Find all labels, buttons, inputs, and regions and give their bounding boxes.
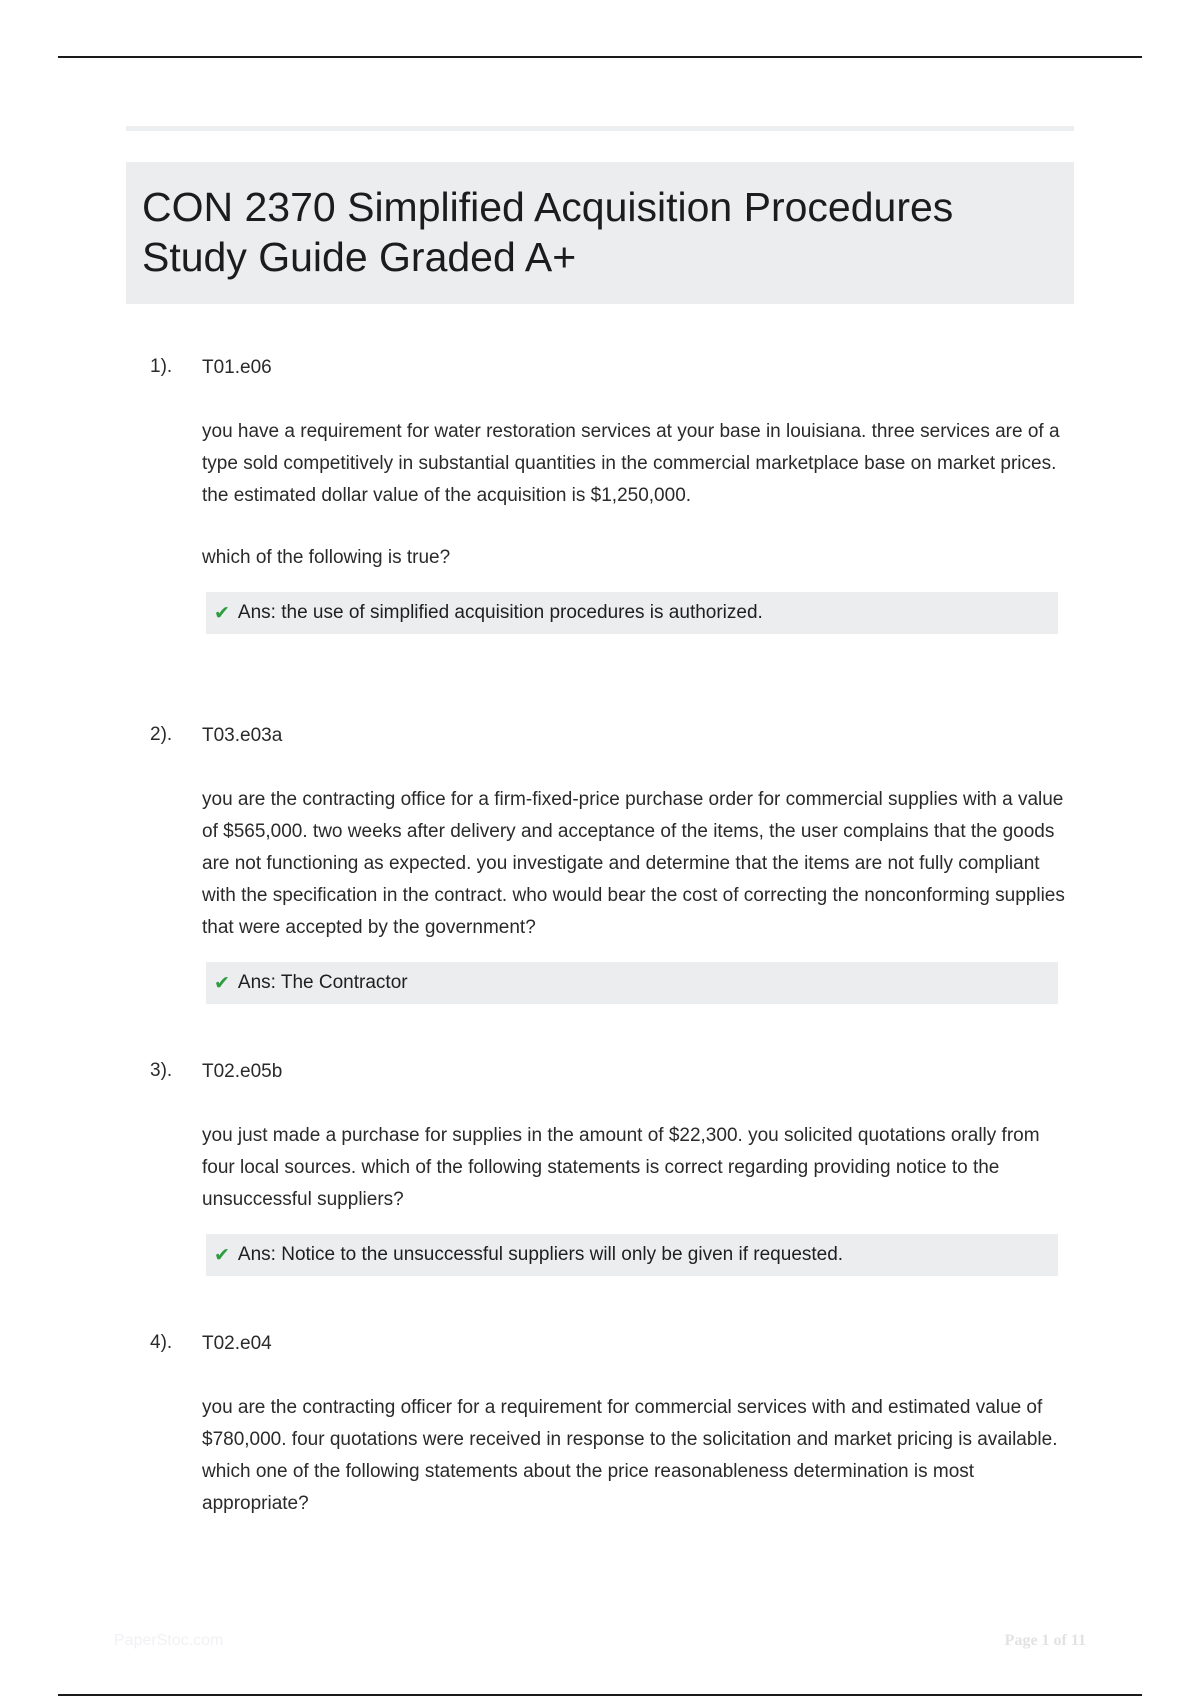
header-divider [126,126,1074,131]
question-paragraph: you are the contracting officer for a requirement for commercial services with and estimated value of $780,000. four quotations were received in response to the solicitation and market pricing is available. which one of the following statements about the price reasonableness determination is most appropriate? [202,1397,1058,1514]
question-text [202,1120,1072,1216]
bottom-rule [58,1694,1142,1696]
question-text [202,1392,1072,1520]
question-number: 1). [150,356,173,377]
question-3 [126,1060,1074,1276]
question-text [202,784,1072,944]
question-number: 3). [150,1060,173,1081]
top-rule [58,56,1142,58]
question-code: T02.e04 [202,1333,272,1354]
question-paragraph: you have a requirement for water restoration services at your base in louisiana. three services are of a type sold competitively in substantial quantities in the commercial marketplace base on market prices. the estimated dollar value of the acquisition is $1,250,000. [202,421,1060,506]
question-code: T03.e03a [202,725,283,746]
page-number: Page 1 of 11 [1004,1632,1086,1649]
check-icon: ✔ [214,972,230,994]
question-code: T02.e05b [202,1061,283,1082]
answer-box [206,962,1058,1004]
title-panel [126,162,1074,304]
footer-watermark: PaperStoc.com [114,1632,224,1649]
answer-text: Ans: Notice to the unsuccessful suppliers will only be given if requested. [237,1244,844,1265]
check-icon: ✔ [214,602,230,624]
question-code: T01.e06 [202,357,272,378]
question-2 [126,724,1074,1004]
question-paragraph: which of the following is true? [202,547,451,568]
page-title: CON 2370 Simplified Acquisition Procedures Study Guide Graded A+ [142,184,954,280]
question-text [202,416,1072,574]
question-paragraph: you just made a purchase for supplies in the amount of $22,300. you solicited quotations orally from four local sources. which of the following statements is correct regarding providing notice to the unsuccessful suppliers? [202,1125,1040,1210]
check-icon: ✔ [214,1244,230,1266]
question-4 [126,1332,1074,1520]
answer-box [206,1234,1058,1276]
question-1 [126,356,1074,634]
question-number: 2). [150,724,173,745]
answer-box [206,592,1058,634]
answer-text: Ans: The Contractor [237,972,408,993]
question-number: 4). [150,1332,173,1353]
answer-text: Ans: the use of simplified acquisition procedures is authorized. [237,602,763,623]
question-paragraph: you are the contracting office for a firm-fixed-price purchase order for commercial supplies with a value of $565,000. two weeks after delivery and acceptance of the items, the user complains that the goods are not functioning as expected. you investigate and determine that the items are not fully compliant with the specification in the contract. who would bear the cost of correcting the nonconforming supplies that were accepted by the government? [202,789,1065,938]
